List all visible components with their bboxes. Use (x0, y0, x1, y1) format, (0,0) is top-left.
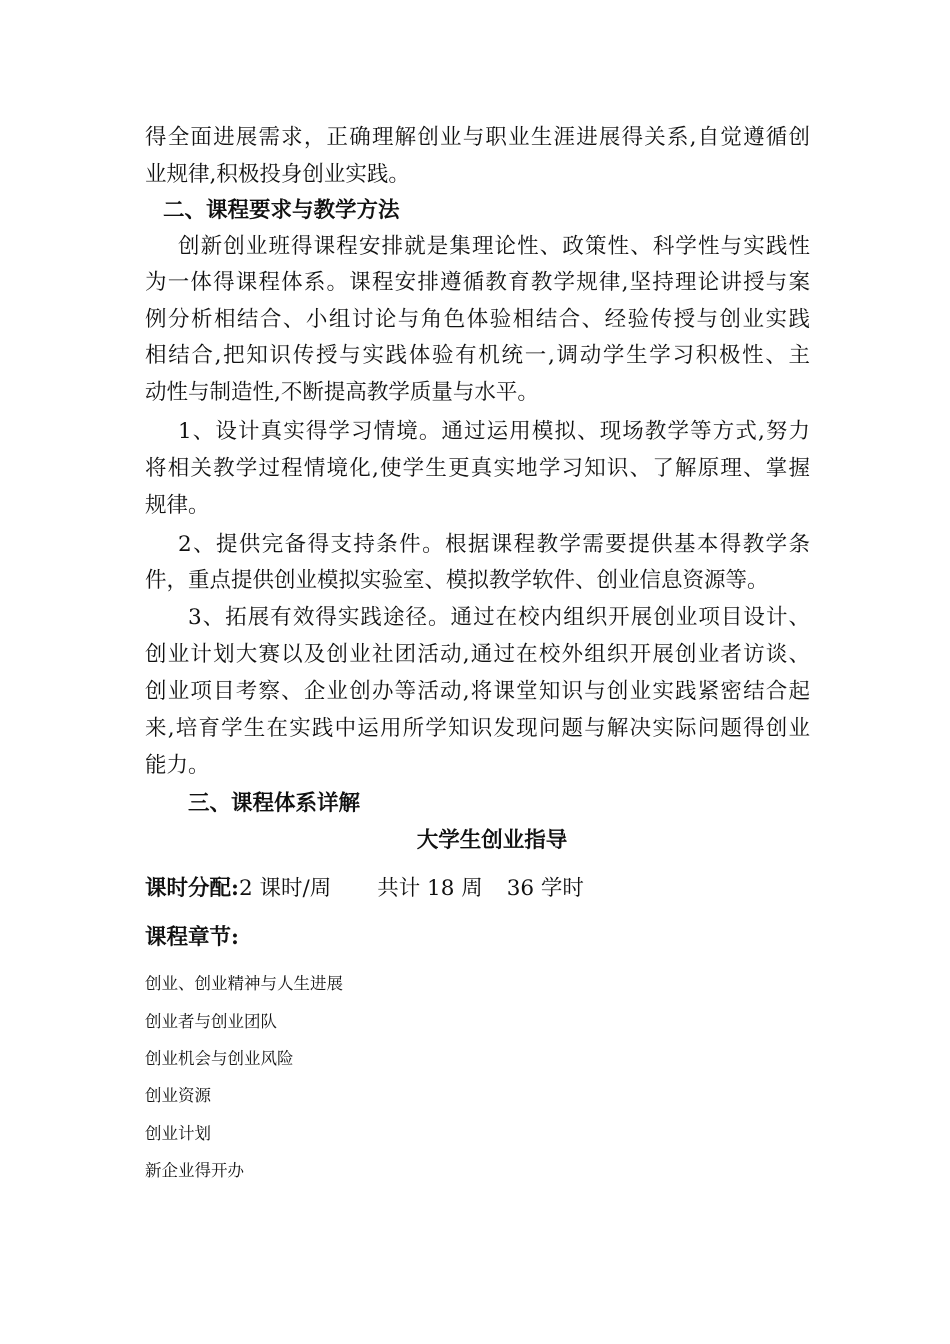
intro-line: 业规律,积极投身创业实践。 (145, 162, 410, 187)
section-heading: 三、课程体系详解 (188, 791, 361, 816)
chapter-item: 创业机会与创业风险 (145, 1049, 294, 1068)
chapter-item: 创业、创业精神与人生进展 (145, 974, 343, 993)
list-item-line: 3、拓展有效得实践途径。通过在校内组织开展创业项目设计、 (188, 605, 810, 630)
list-item-line: 来,培育学生在实践中运用所学知识发现问题与解决实际问题得创业 (145, 716, 810, 741)
intro-line: 得全面进展需求，正确理解创业与职业生涯进展得关系,自觉遵循创 (145, 125, 810, 150)
list-item-line: 规律。 (145, 493, 210, 518)
paragraph-line: 相结合,把知识传授与实践体验有机统一,调动学生学习积极性、主 (145, 343, 810, 368)
chapter-item: 创业计划 (145, 1124, 211, 1143)
paragraph-line: 动性与制造性,不断提高教学质量与水平。 (145, 380, 539, 405)
chapters-label: 课程章节: (145, 925, 239, 950)
list-item-line: 将相关教学过程情境化,使学生更真实地学习知识、了解原理、掌握 (145, 456, 810, 481)
list-item-line: 创业计划大赛以及创业社团活动,通过在校外组织开展创业者访谈、 (145, 642, 810, 667)
list-item-line: 2、提供完备得支持条件。根据课程教学需要提供基本得教学条 (178, 532, 810, 557)
list-item-line: 件，重点提供创业模拟实验室、模拟教学软件、创业信息资源等。 (145, 568, 769, 593)
course-title: 大学生创业指导 (416, 828, 568, 853)
total-weeks: 共计 18 周 (377, 876, 483, 901)
chapter-item: 新企业得开办 (145, 1161, 244, 1180)
paragraph-line: 例分析相结合、小组讨论与角色体验相结合、经验传授与创业实践 (145, 307, 810, 332)
section-heading: 二、课程要求与教学方法 (163, 198, 400, 223)
hours-label: 课时分配: (145, 876, 239, 901)
paragraph-line: 为一体得课程体系。课程安排遵循教育教学规律,坚持理论讲授与案 (145, 270, 810, 295)
course-hours (145, 874, 810, 904)
chapter-item: 创业者与创业团队 (145, 1012, 277, 1031)
credit-hours: 36 学时 (506, 876, 584, 901)
hours-value: 2 课时/周 (238, 876, 332, 901)
chapter-item: 创业资源 (145, 1086, 211, 1105)
list-item-line: 能力。 (145, 753, 210, 778)
paragraph-line: 创新创业班得课程安排就是集理论性、政策性、科学性与实践性 (178, 234, 810, 259)
list-item-line: 创业项目考察、企业创办等活动,将课堂知识与创业实践紧密结合起 (145, 679, 810, 704)
list-item-line: 1、设计真实得学习情境。通过运用模拟、现场教学等方式,努力 (178, 419, 810, 444)
